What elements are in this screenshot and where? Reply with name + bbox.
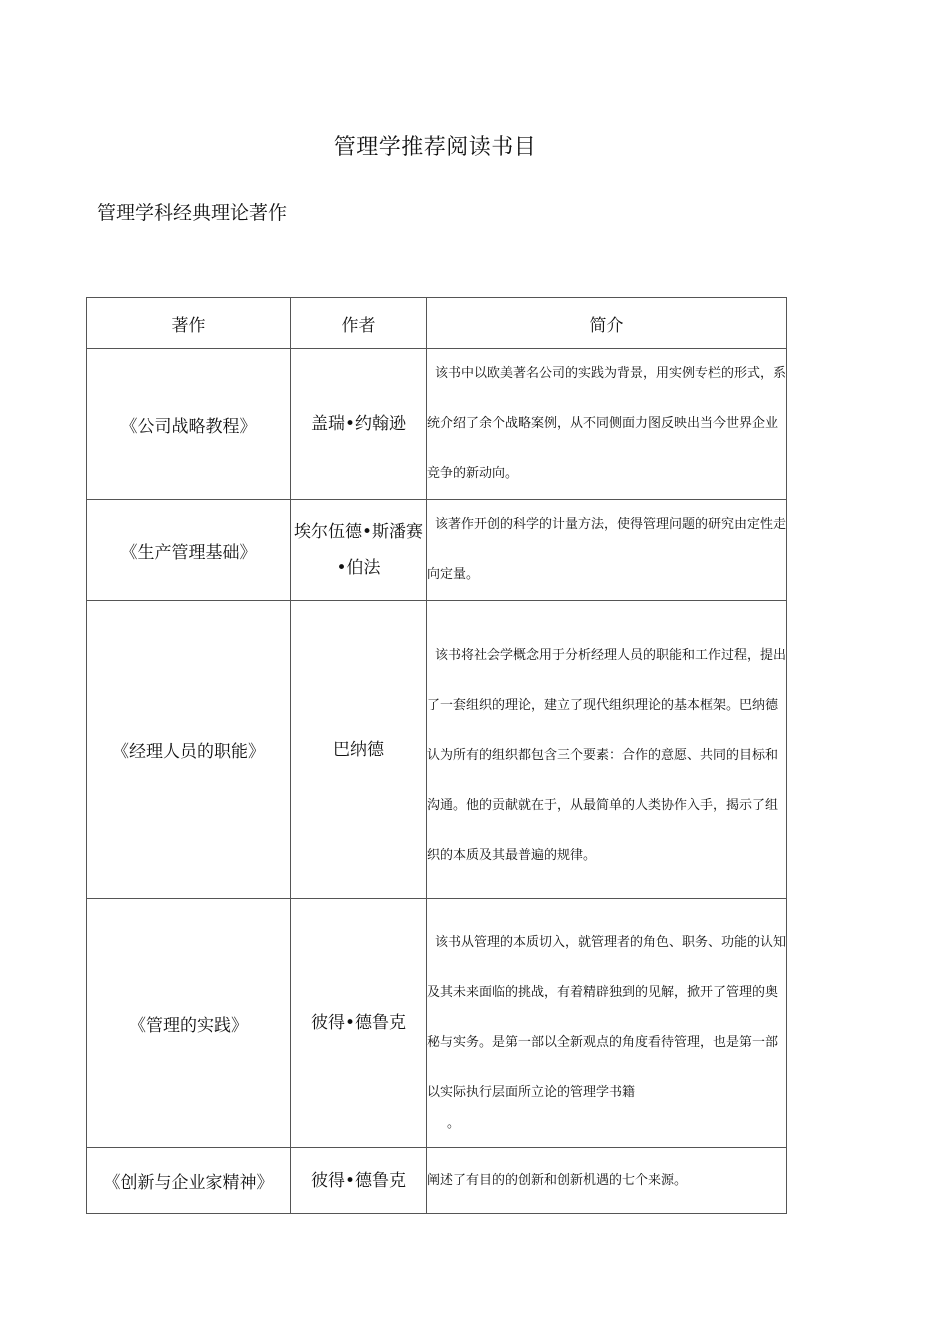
book-description-text: 该书将社会学概念用于分析经理人员的职能和工作过程，提出了一套组织的理论，建立了现代组织理论的基本框架。巴纳德认为所有的组织都包含三个要素：合作的意愿、共同的目标和沟通。他的贡献就在于，从最简单的人类协作入手，揭示了组织的本质及其最普遍的规律。 <box>427 647 787 863</box>
book-description <box>427 1148 787 1214</box>
book-description <box>427 500 787 601</box>
book-title: 《公司战略教程》 <box>87 349 291 500</box>
book-description-text: 阐述了有目的的创新和创新机遇的七个来源。 <box>427 1172 688 1188</box>
book-description <box>427 349 787 500</box>
book-author: 彼得•德鲁克 <box>291 899 427 1148</box>
book-title: 《创新与企业家精神》 <box>87 1148 291 1214</box>
table-row <box>87 899 787 1148</box>
book-table <box>86 297 787 1214</box>
table-row <box>87 500 787 601</box>
book-description-text: 该书中以欧美著名公司的实践为背景，用实例专栏的形式，系统介绍了余个战略案例，从不同侧面力图反映出当今世界企业竞争的新动向。 <box>427 366 787 481</box>
book-author: 盖瑞•约翰逊 <box>291 349 427 500</box>
table-row <box>87 1148 787 1214</box>
book-title: 《生产管理基础》 <box>87 500 291 601</box>
book-description <box>427 899 787 1148</box>
document-title: 管理学推荐阅读书目 <box>333 135 537 160</box>
table-row <box>87 601 787 899</box>
book-description <box>427 601 787 899</box>
table-row <box>87 349 787 500</box>
book-author: 彼得•德鲁克 <box>291 1148 427 1214</box>
book-description-text: 该著作开创的科学的计量方法，使得管理问题的研究由定性走向定量。 <box>427 517 787 582</box>
book-title: 《经理人员的职能》 <box>87 601 291 899</box>
section-title: 管理学科经典理论著作 <box>97 202 288 224</box>
header-title: 著作 <box>87 298 291 349</box>
book-description-tail: 。 <box>447 1116 461 1131</box>
header-author: 作者 <box>291 298 427 349</box>
book-description-text: 该书从管理的本质切入，就管理者的角色、职务、功能的认知及其未来面临的挑战，有着精辟独到的见解，掀开了管理的奥秘与实务。是第一部以全新观点的角度看待管理，也是第一部以实际执行层面所立论的管理学书籍 <box>427 935 787 1100</box>
book-title: 《管理的实践》 <box>87 899 291 1148</box>
header-description: 简介 <box>427 298 787 349</box>
book-author: 巴纳德 <box>291 601 427 899</box>
book-author: 埃尔伍德•斯潘赛•伯法 <box>291 500 427 601</box>
table-header-row <box>87 298 787 349</box>
